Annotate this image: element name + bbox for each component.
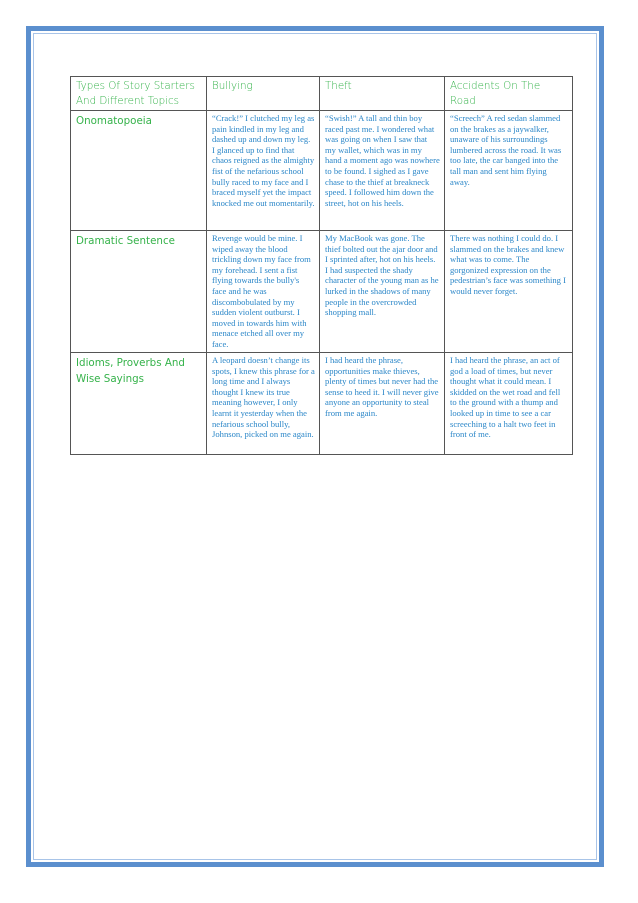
cell-onomatopoeia-theft: “Swish!” A tall and thin boy raced past me. I wondered what was going on when I saw that my wallet, which was in my hand a moment ago was nowhere to be found. I sighed as I gave chase to the thief at breakneck speed. I followed him down the street, hot on his heels. bbox=[320, 111, 445, 231]
row-label-idioms: Idioms, Proverbs And Wise Sayings bbox=[71, 353, 207, 455]
header-accidents: Accidents On The Road bbox=[445, 77, 573, 111]
header-bullying: Bullying bbox=[207, 77, 320, 111]
header-theft: Theft bbox=[320, 77, 445, 111]
cell-onomatopoeia-accidents: “Screech” A red sedan slammed on the brakes as a jaywalker, unaware of his surroundings lumbered across the road. It was too late, the car banged into the tall man and sent him flying away. bbox=[445, 111, 573, 231]
cell-idioms-bullying: A leopard doesn’t change its spots, I knew this phrase for a long time and I always thought I knew its true meaning however, I only learnt it yesterday when the nefarious school bully, Johnson, picked on me again. bbox=[207, 353, 320, 455]
cell-idioms-accidents: I had heard the phrase, an act of god a load of times, but never thought what it could mean. I skidded on the wet road and fell to the ground with a thump and looked up in time to see a car screeching to a halt two feet in front of me. bbox=[445, 353, 573, 455]
cell-dramatic-accidents: There was nothing I could do. I slammed on the brakes and knew what was to come. The gorgonized expression on the pedestrian’s face was something I would never forget. bbox=[445, 231, 573, 353]
header-types-of-story-starters: Types Of Story Starters And Different Topics bbox=[71, 77, 207, 111]
table-row-idioms bbox=[71, 353, 573, 455]
row-label-dramatic-sentence: Dramatic Sentence bbox=[71, 231, 207, 353]
cell-idioms-theft: I had heard the phrase, opportunities make thieves, plenty of times but never had the sense to heed it. I will never give anyone an opportunity to steal from me again. bbox=[320, 353, 445, 455]
table-row-dramatic-sentence bbox=[71, 231, 573, 353]
cell-onomatopoeia-bullying: “Crack!” I clutched my leg as pain kindled in my leg and dashed up and down my leg. I glanced up to find that chaos reigned as the almighty fist of the nefarious school bully raced to my face and I braced myself yet the impact knocked me out momentarily. bbox=[207, 111, 320, 231]
row-label-onomatopoeia: Onomatopoeia bbox=[71, 111, 207, 231]
table-row-onomatopoeia bbox=[71, 111, 573, 231]
story-starters-table bbox=[70, 76, 573, 455]
cell-dramatic-theft: My MacBook was gone. The thief bolted out the ajar door and I sprinted after, hot on his heels. I had suspected the shady character of the young man as he lurked in the shadows of many people in the overcrowded shopping mall. bbox=[320, 231, 445, 353]
cell-dramatic-bullying: Revenge would be mine. I wiped away the blood trickling down my face from my forehead. I sent a fist flying towards the bully's face and he was discombobulated by my sudden violent outburst. I moved in towards him with menace etched all over my face. bbox=[207, 231, 320, 353]
table-header-row bbox=[71, 77, 573, 111]
